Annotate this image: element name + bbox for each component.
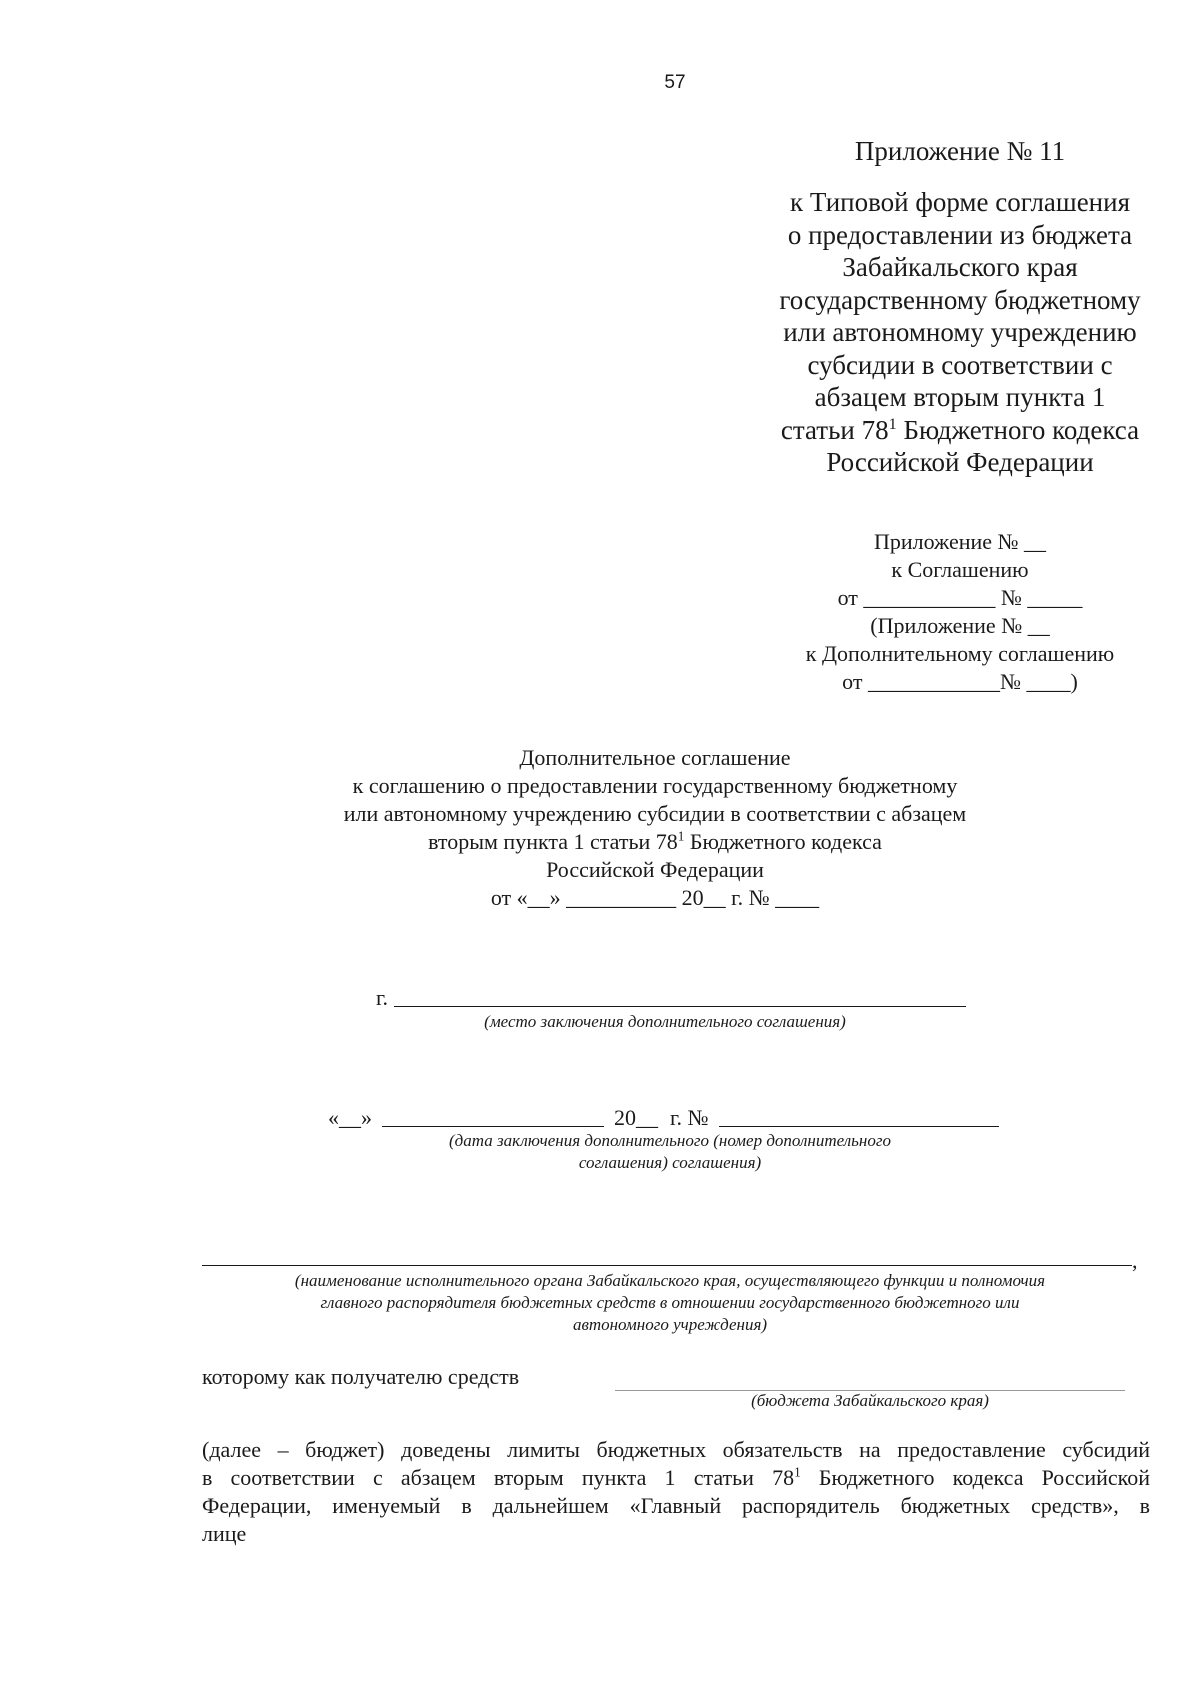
heading-line: или автономному учреждению субсидии в соответствии с абзацем [343,801,967,826]
date-caption [390,1130,950,1174]
attachment-line: от ____________№ ____) [842,669,1078,694]
place-caption: (место заключения дополнительного соглашения) [484,1012,846,1031]
attachment-line: Приложение № __ [873,529,1047,554]
appendix-desc-article-line [740,414,1180,447]
appendix-title: Приложение № 11 [854,136,1066,166]
appendix-desc-line: или автономному учреждению [783,317,1137,347]
attachment-line: к Соглашению [891,557,1029,582]
org-name-blank-line[interactable] [202,1264,1132,1266]
appendix-desc-line: государственному бюджетному [779,284,1141,315]
appendix-desc-line: абзацем вторым пункта 1 [814,382,1106,412]
appendix-article-superscript: 1 [888,414,897,433]
date-caption-line: соглашения) соглашения) [578,1153,762,1172]
org-caption-line: главного распорядителя бюджетных средств в отношении государственного бюджетного или [320,1293,1020,1312]
page-number: 57 [664,72,686,93]
paragraph-article-rest: Бюджетного кодекса Российской [800,1465,1151,1490]
place-prefix: г. [376,985,389,1010]
paragraph-article-text: в соответствии с абзацем вторым пункта 1 статьи 78 [202,1465,795,1490]
recipient-caption: (бюджета Забайкальского края) [751,1391,989,1410]
paragraph-line: лице [202,1521,247,1546]
agreement-heading [275,744,1035,912]
appendix-desc-line: к Типовой форме соглашения [790,187,1130,217]
date-caption-line: (дата заключения дополнительного (номер дополнительного [449,1131,891,1150]
date-year: 20__ [614,1105,658,1130]
appendix-desc-line: Российской Федерации [826,447,1094,477]
heading-line: Российской Федерации [546,857,764,882]
date-number-label: г. № [670,1105,709,1130]
heading-line: Дополнительное соглашение [519,745,791,770]
attachment-line: к Дополнительному соглашению [805,641,1115,666]
paragraph-article-superscript: 1 [794,1464,801,1480]
appendix-article-text: статьи 78 [780,414,889,445]
attachment-line: (Приложение № __ [870,613,1050,638]
recipient-label: которому как получателю средств [202,1364,520,1389]
appendix-description [740,186,1180,479]
appendix-desc-line: субсидии в соответствии с [807,349,1113,380]
date-month-blank-line[interactable] [382,1125,604,1127]
paragraph-article-line [202,1464,1150,1492]
heading-line: к соглашению о предоставлении государственному бюджетному [352,773,958,798]
date-row [328,1105,999,1131]
attachment-reference-block [760,528,1160,696]
appendix-article-rest: Бюджетного кодекса [896,414,1140,445]
appendix-desc-line: о предоставлении из бюджета [787,219,1133,250]
appendix-desc-line: Забайкальского края [842,252,1078,282]
org-comma: , [1132,1248,1138,1273]
agreement-number-blank-line[interactable] [719,1125,999,1127]
heading-article-rest: Бюджетного кодекса [684,829,882,854]
place-row [376,985,966,1011]
body-paragraph [202,1436,1150,1548]
attachment-line: от ____________ № _____ [837,585,1083,610]
paragraph-line: (далее – бюджет) доведены лимиты бюджетных обязательств на предоставление субсидий [202,1437,1150,1462]
heading-article-line [275,828,1035,856]
date-day: «__» [328,1105,372,1130]
paragraph-line: Федерации, именуемый в дальнейшем «Главный распорядитель бюджетных средств», в [202,1493,1150,1518]
org-caption-line: автономного учреждения) [572,1315,768,1334]
org-caption [200,1270,1140,1336]
heading-article-text: вторым пункта 1 статьи 78 [428,829,678,854]
heading-article-superscript: 1 [677,828,685,844]
heading-date-line: от «__» __________ 20__ г. № ____ [490,885,820,910]
place-blank-line[interactable] [394,1005,966,1007]
org-caption-line: (наименование исполнительного органа Забайкальского края, осуществляющего функции и полномочия [294,1271,1046,1290]
